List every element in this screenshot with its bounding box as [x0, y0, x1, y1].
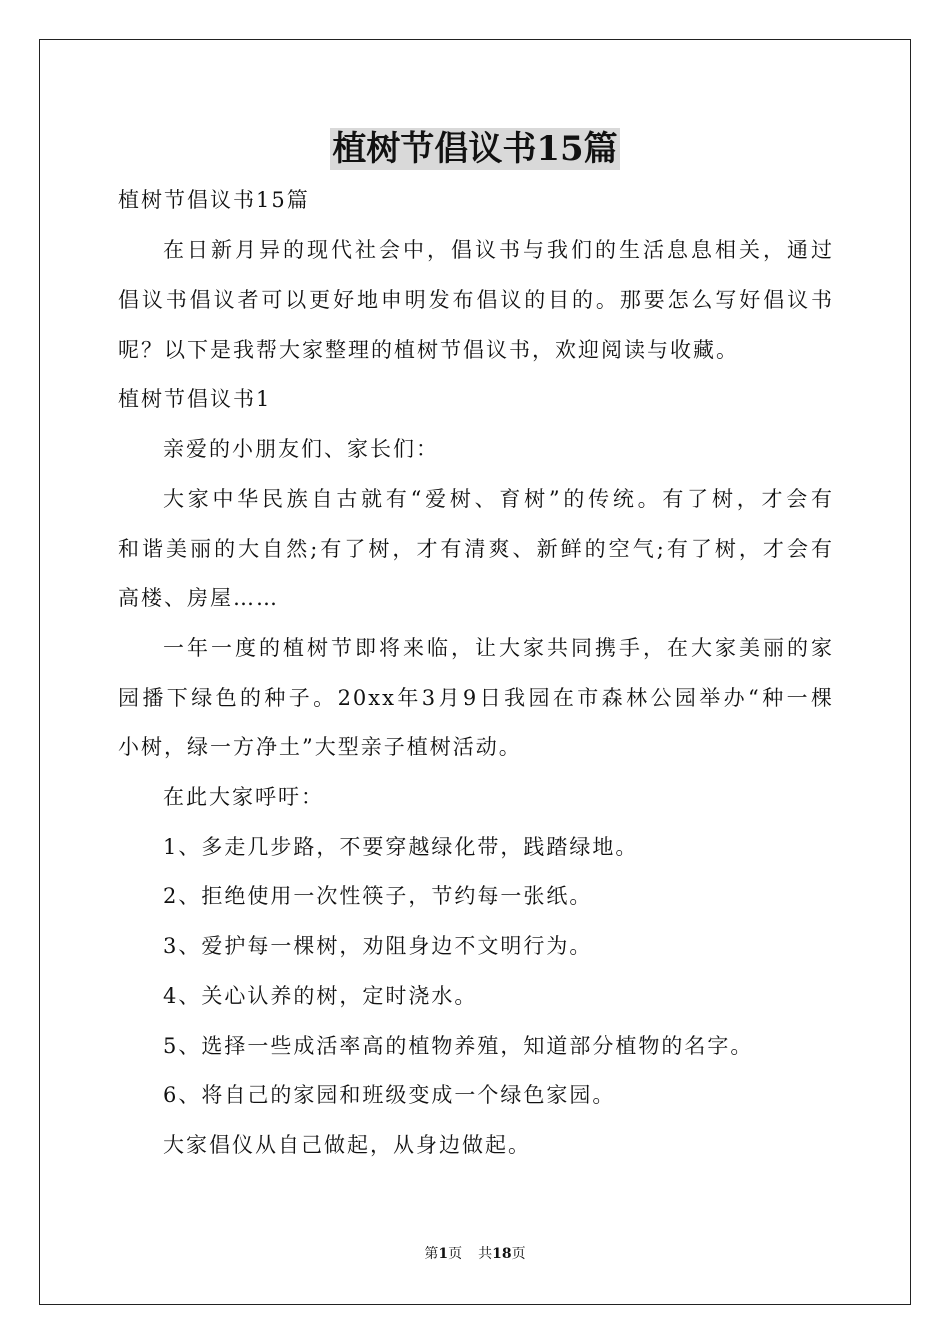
- list-item-1: 1、多走几步路，不要穿越绿化带，践踏绿地。: [163, 835, 639, 859]
- page-footer: [0, 1244, 950, 1264]
- paragraph-2-line-1: 一年一度的植树节即将来临，让大家共同携手，在大家美丽的家: [163, 636, 834, 660]
- closing-line: 大家倡仪从自己做起，从身边做起。: [163, 1133, 531, 1157]
- salutation: 亲爱的小朋友们、家长们：: [163, 437, 439, 461]
- footer-page-suffix: 页: [448, 1246, 463, 1262]
- paragraph-1-line-2: 和谐美丽的大自然;有了树，才有清爽、新鲜的空气;有了树，才会有: [118, 537, 834, 561]
- paragraph-2-line-3: 小树，绿一方净土”大型亲子植树活动。: [118, 735, 522, 759]
- list-item-3: 3、爱护每一棵树，劝阻身边不文明行为。: [163, 934, 593, 958]
- footer-page-number: 1: [438, 1246, 449, 1262]
- paragraph-1-line-1: 大家中华民族自古就有“爱树、育树”的传统。有了树，才会有: [163, 487, 834, 511]
- footer-total-suffix: 页: [511, 1246, 526, 1262]
- list-item-6: 6、将自己的家园和班级变成一个绿色家园。: [163, 1083, 616, 1107]
- footer-total-pages: 18: [492, 1246, 512, 1262]
- list-item-5: 5、选择一些成活率高的植物养殖，知道部分植物的名字。: [163, 1034, 754, 1058]
- document-title-text: 植树节倡议书15篇: [332, 129, 618, 169]
- paragraph-1-line-3: 高楼、房屋……: [118, 586, 279, 610]
- document-subtitle: 植树节倡议书15篇: [118, 188, 310, 212]
- footer-page-prefix: 第: [424, 1246, 439, 1262]
- intro-line-2: 倡议书倡议者可以更好地申明发布倡议的目的。那要怎么写好倡议书: [118, 288, 834, 312]
- document-title: [0, 128, 950, 170]
- footer-total-prefix: 共: [478, 1246, 493, 1262]
- intro-line-3: 呢？以下是我帮大家整理的植树节倡议书，欢迎阅读与收藏。: [118, 338, 739, 362]
- paragraph-2-line-2: 园播下绿色的种子。20xx年3月9日我园在市森林公园举办“种一棵: [118, 686, 834, 710]
- page-border: [39, 39, 911, 1305]
- call-text: 在此大家呼吁：: [163, 785, 324, 809]
- list-item-2: 2、拒绝使用一次性筷子，节约每一张纸。: [163, 884, 593, 908]
- list-item-4: 4、关心认养的树，定时浇水。: [163, 984, 478, 1008]
- intro-line-1: 在日新月异的现代社会中，倡议书与我们的生活息息相关，通过: [163, 238, 834, 262]
- section-heading: 植树节倡议书1: [118, 387, 272, 411]
